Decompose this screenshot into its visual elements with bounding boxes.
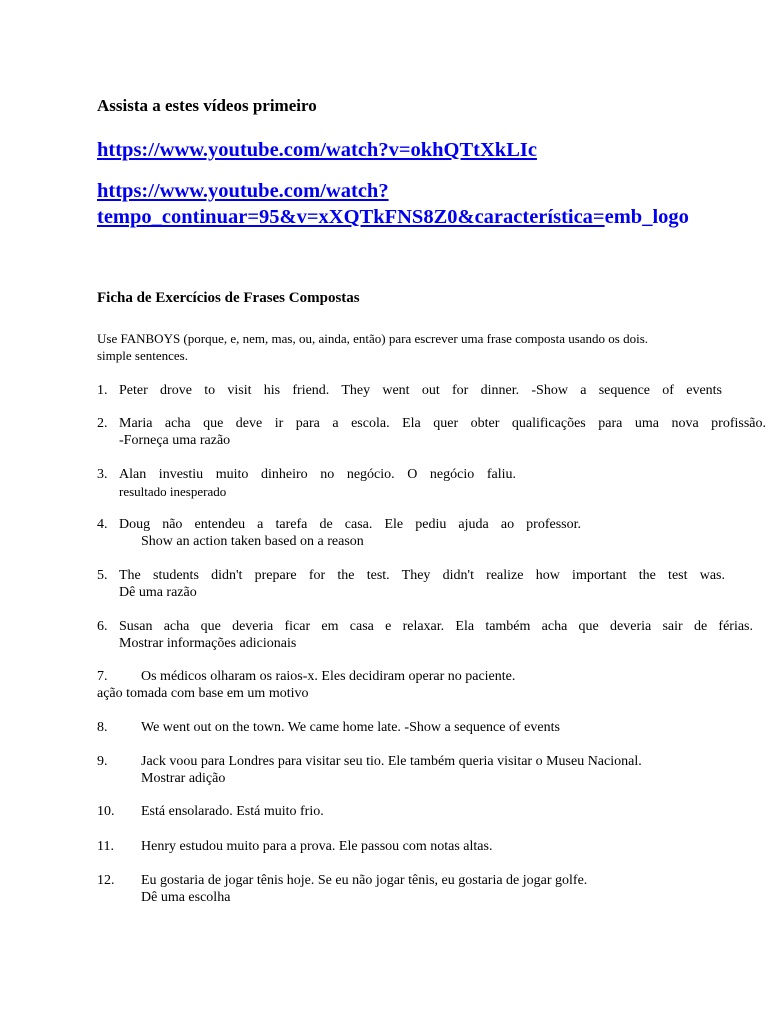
item-text: Maria acha que deve ir para a escola. Ela quer obter qualificações para uma nova profissão. (119, 416, 766, 431)
intro-heading: Assista a estes vídeos primeiro (97, 96, 317, 115)
item-hint: Show an action taken based on a reason (141, 534, 364, 549)
item-number: 5. (97, 568, 108, 583)
item-number: 3. (97, 467, 108, 482)
video-link-2-line2[interactable] (97, 206, 689, 229)
item-number: 10. (97, 804, 115, 819)
item-number: 12. (97, 873, 115, 888)
item-text: Eu gostaria de jogar tênis hoje. Se eu não jogar tênis, eu gostaria de jogar golfe. (141, 873, 588, 888)
item-number: 1. (97, 383, 108, 398)
item-hint: resultado inesperado (119, 484, 227, 499)
item-number: 2. (97, 416, 108, 431)
item-number: 6. (97, 619, 108, 634)
item-number: 8. (97, 720, 108, 735)
item-number: 11. (97, 839, 114, 854)
item-number: 7. (97, 669, 108, 684)
video-link-1[interactable]: https://www.youtube.com/watch?v=okhQTtXkLIc (97, 139, 537, 161)
item-hint: Mostrar informações adicionais (119, 636, 297, 651)
item-hint: Dê uma razão (119, 585, 197, 600)
video-link-2-line1[interactable]: https://www.youtube.com/watch? (97, 180, 389, 202)
item-hint: -Forneça uma razão (119, 433, 231, 448)
item-hint: Mostrar adição (141, 771, 226, 786)
item-text: We went out on the town. We came home late. -Show a sequence of events (141, 720, 560, 735)
instruction-line-1: Use FANBOYS (porque, e, nem, mas, ou, ainda, então) para escrever uma frase composta usando os dois. (97, 331, 649, 346)
item-number: 4. (97, 517, 108, 532)
video-link-2-underlined[interactable]: tempo_continuar=95&v=xXQTkFNS8Z0&característica= (97, 206, 605, 228)
instruction-line-2: simple sentences. (97, 348, 188, 363)
item-text: Alan investiu muito dinheiro no negócio. O negócio faliu. (119, 467, 516, 482)
item-text: Os médicos olharam os raios-x. Eles decidiram operar no paciente. (141, 669, 516, 684)
worksheet-title: Ficha de Exercícios de Frases Compostas (97, 290, 360, 306)
item-text: The students didn't prepare for the test. They didn't realize how important the test was. (119, 568, 725, 583)
item-text: Está ensolarado. Está muito frio. (141, 804, 324, 819)
item-hint: ação tomada com base em um motivo (97, 686, 309, 701)
item-number: 9. (97, 754, 108, 769)
item-text: Susan acha que deveria ficar em casa e relaxar. Ela também acha que deveria sair de férias. (119, 619, 753, 634)
item-text: Henry estudou muito para a prova. Ele passou com notas altas. (141, 839, 493, 854)
item-text: Peter drove to visit his friend. They went out for dinner. -Show a sequence of events (119, 383, 722, 398)
item-text: Doug não entendeu a tarefa de casa. Ele pediu ajuda ao professor. (119, 517, 581, 532)
item-text: Jack voou para Londres para visitar seu tio. Ele também queria visitar o Museu Nacional. (141, 754, 642, 769)
item-hint: Dê uma escolha (141, 890, 231, 905)
video-link-2-tail[interactable]: emb_logo (604, 206, 689, 228)
